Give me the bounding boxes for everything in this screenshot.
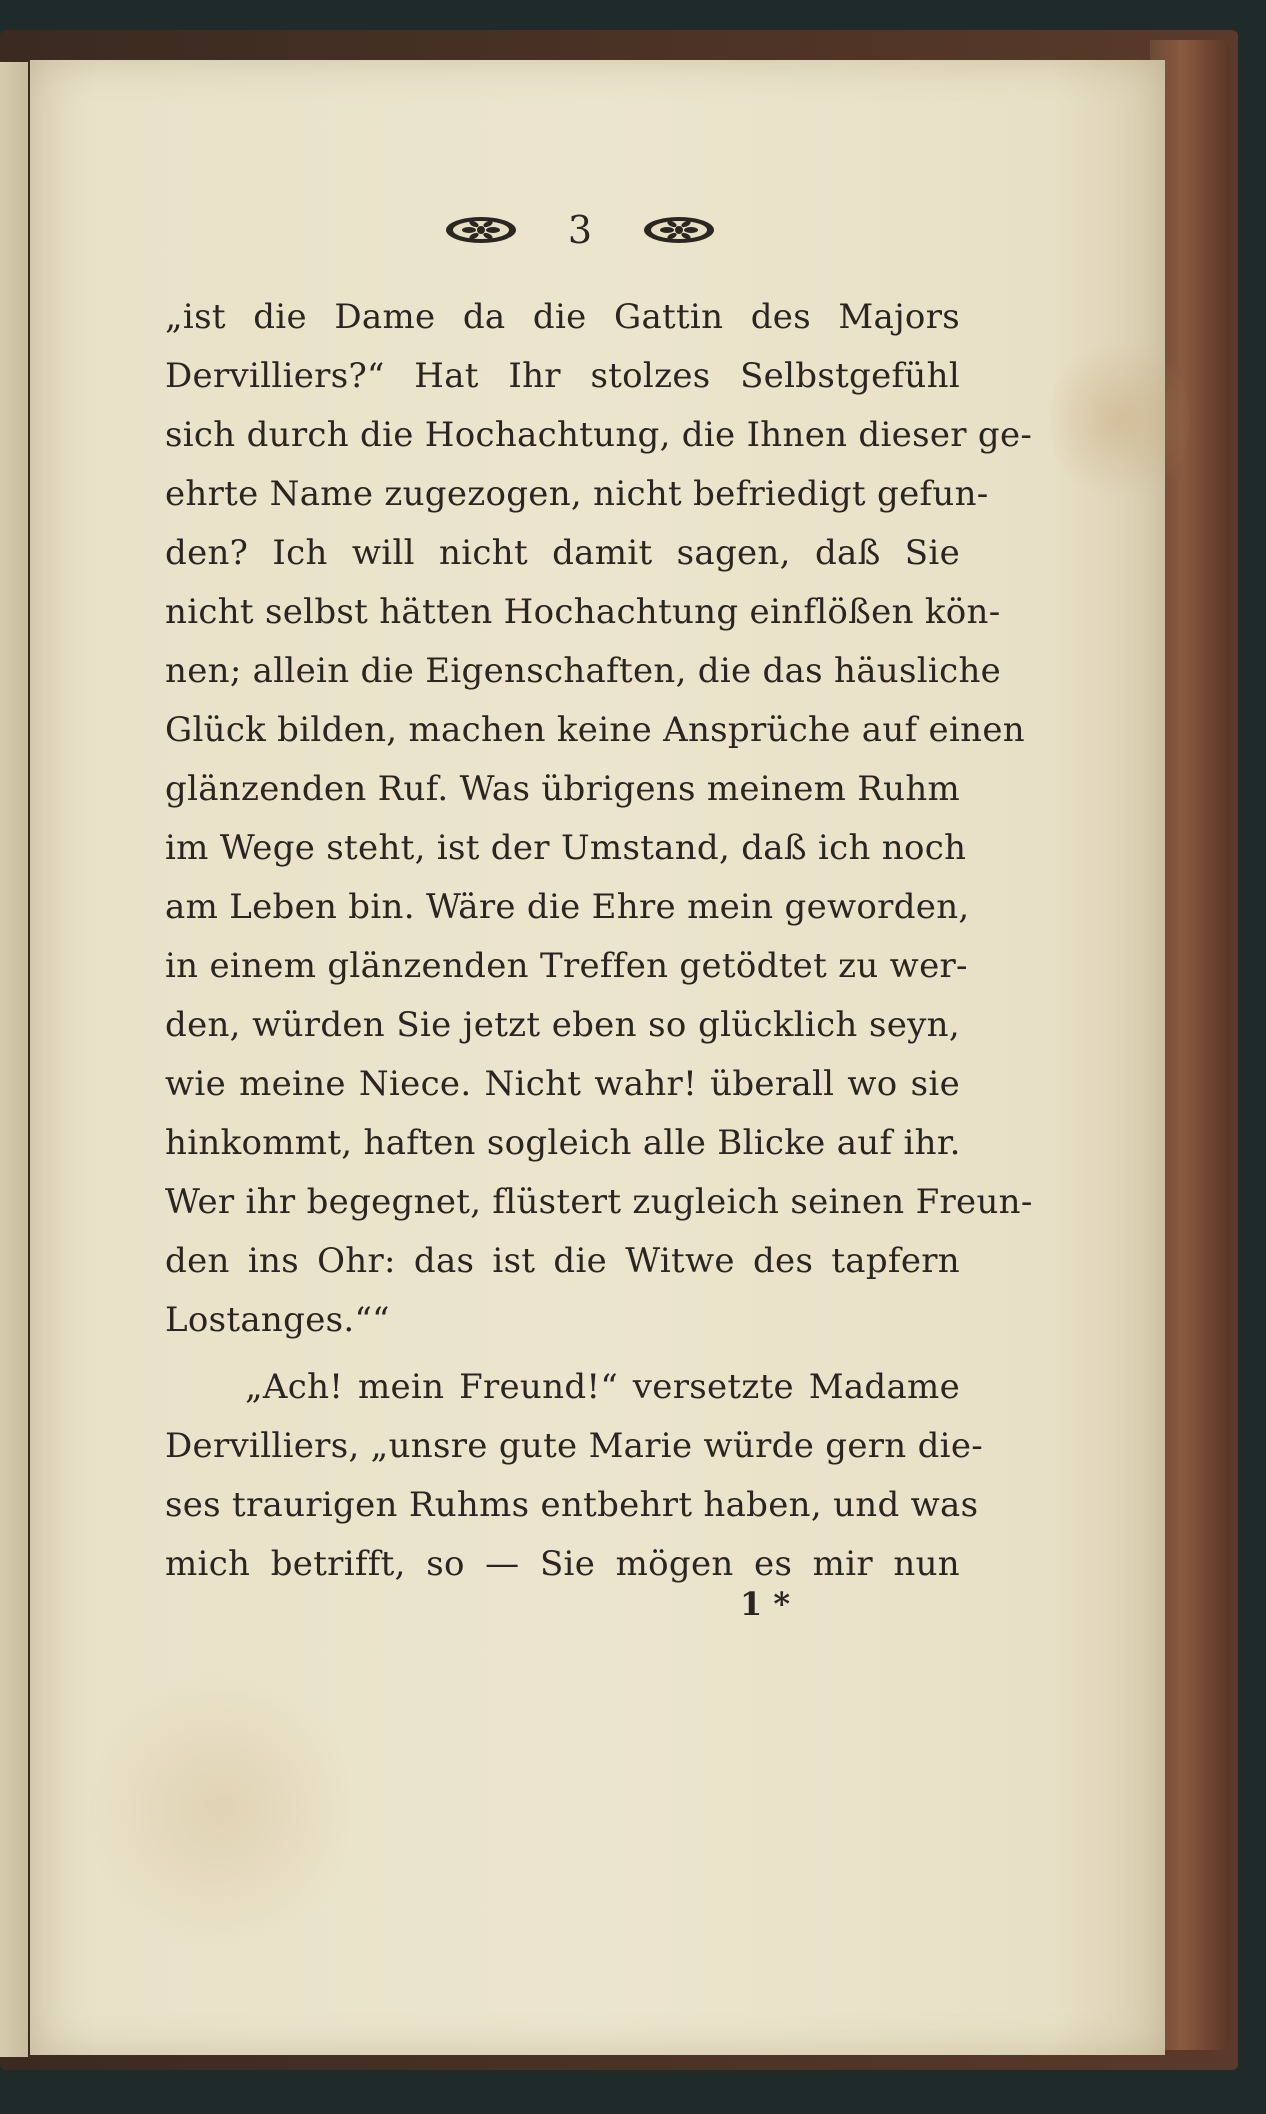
facing-page-edge: [0, 62, 28, 2057]
text-line: Lostanges.““: [165, 1300, 390, 1340]
text-line: den? Ich will nicht damit sagen, daß Sie: [165, 533, 960, 573]
text-line: Dervilliers?“ Hat Ihr stolzes Selbstgefühl: [165, 356, 960, 396]
rosette-ornament-right-icon: [642, 215, 716, 245]
text-line: nicht selbst hätten Hochachtung einflößen kön-: [165, 592, 1001, 632]
text-line: ses traurigen Ruhms entbehrt haben, und was: [165, 1485, 979, 1525]
text-line: den, würden Sie jetzt eben so glücklich seyn,: [165, 1005, 960, 1045]
text-line: ehrte Name zugezogen, nicht befriedigt gefun-: [165, 474, 989, 514]
text-line: hinkommt, haften sogleich alle Blicke auf ihr.: [165, 1123, 961, 1163]
text-line: sich durch die Hochachtung, die Ihnen dieser ge-: [165, 415, 1033, 455]
text-line: am Leben bin. Wäre die Ehre mein geworden,: [165, 887, 970, 927]
body-text: [165, 288, 1033, 1594]
text-line: Dervilliers, „unsre gute Marie würde gern die-: [165, 1426, 984, 1466]
text-line: im Wege steht, ist der Umstand, daß ich noch: [165, 828, 967, 868]
text-line: Glück bilden, machen keine Ansprüche auf einen: [165, 710, 1025, 750]
text-line: den ins Ohr: das ist die Witwe des tapfern: [165, 1241, 960, 1281]
text-line: Wer ihr begegnet, flüstert zugleich seinen Freun-: [165, 1182, 1033, 1222]
text-line: in einem glänzenden Treffen getödtet zu wer-: [165, 946, 968, 986]
rosette-ornament-left-icon: [444, 215, 518, 245]
text-line: nen; allein die Eigenschaften, die das häusliche: [165, 651, 1002, 691]
text-line: glänzenden Ruf. Was übrigens meinem Ruhm: [165, 769, 961, 809]
text-line: mich betrifft, so — Sie mögen es mir nun: [165, 1544, 960, 1584]
paper-stain: [90, 1660, 350, 1960]
page-header: [420, 205, 740, 255]
paper-stain: [1050, 330, 1190, 510]
text-line: „ist die Dame da die Gattin des Majors: [165, 297, 960, 337]
page-number: 3: [567, 208, 593, 252]
text-line: wie meine Niece. Nicht wahr! überall wo sie: [165, 1064, 960, 1104]
signature-mark: 1 *: [740, 1585, 791, 1623]
text-line: „Ach! mein Freund!“ versetzte Madame: [245, 1367, 960, 1407]
